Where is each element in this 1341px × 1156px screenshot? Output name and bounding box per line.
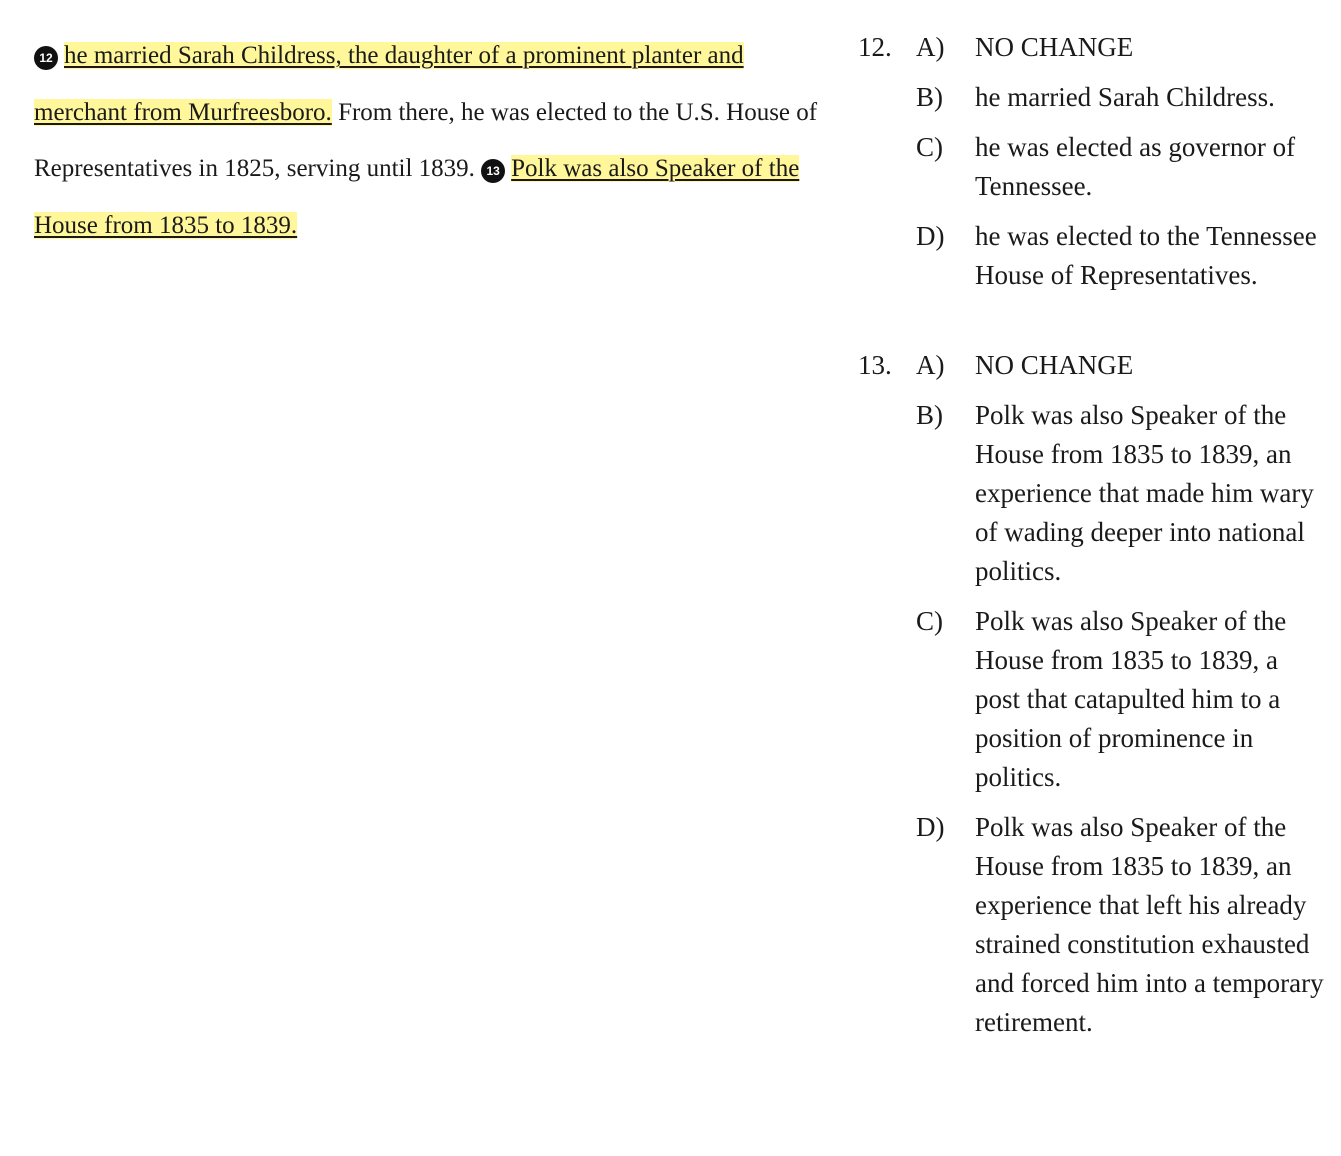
answer-option-13a[interactable]: [858, 346, 1328, 385]
answer-option-13c[interactable]: [858, 602, 1328, 797]
option-letter: D): [916, 812, 945, 842]
option-text: NO CHANGE: [975, 32, 1134, 62]
option-letter: C): [916, 606, 943, 636]
question-12: [858, 28, 1328, 295]
option-text: he was elected to the Tennessee House of Representatives.: [975, 221, 1317, 290]
answer-option-13b[interactable]: [858, 396, 1328, 591]
option-letter: B): [916, 82, 943, 112]
answer-option-13d[interactable]: [858, 808, 1328, 1042]
answer-choices-panel: [858, 28, 1328, 1053]
q13-underlined-text[interactable]: Polk was also Speaker of the House from 1835 to 1839.: [34, 155, 800, 239]
answer-option-12b[interactable]: [858, 78, 1328, 117]
answer-option-12a[interactable]: [858, 28, 1328, 67]
option-letter: C): [916, 132, 943, 162]
option-letter: A): [916, 32, 945, 62]
answer-option-12c[interactable]: [858, 128, 1328, 206]
question-number: 13.: [858, 350, 892, 380]
option-text: he married Sarah Childress.: [975, 82, 1275, 112]
question-12-marker[interactable]: 12: [34, 46, 58, 70]
passage-paragraph: [34, 28, 824, 254]
question-number: 12.: [858, 32, 892, 62]
passage: [34, 28, 824, 254]
answer-option-12d[interactable]: [858, 217, 1328, 295]
passage-plain-text: From there, he was elected to the U.S. House of Representatives in 1825, serving until 1839.: [34, 98, 818, 182]
option-text: he was elected as governor of Tennessee.: [975, 132, 1296, 201]
option-text: Polk was also Speaker of the House from 1835 to 1839, an experience that made him wary of wading deeper into national politics.: [975, 400, 1314, 586]
question-13: [858, 346, 1328, 1042]
option-letter: B): [916, 400, 943, 430]
q12-underlined-text[interactable]: he married Sarah Childress, the daughter of a prominent planter and merchant from Murfreesboro.: [34, 42, 744, 126]
option-letter: D): [916, 221, 945, 251]
option-text: NO CHANGE: [975, 350, 1134, 380]
option-text: Polk was also Speaker of the House from 1835 to 1839, an experience that left his already strained constitution exhausted and forced him into a temporary retirement.: [975, 812, 1324, 1037]
option-text: Polk was also Speaker of the House from 1835 to 1839, a post that catapulted him to a position of prominence in politics.: [975, 606, 1287, 792]
option-letter: A): [916, 350, 945, 380]
question-13-marker[interactable]: 13: [481, 159, 505, 183]
